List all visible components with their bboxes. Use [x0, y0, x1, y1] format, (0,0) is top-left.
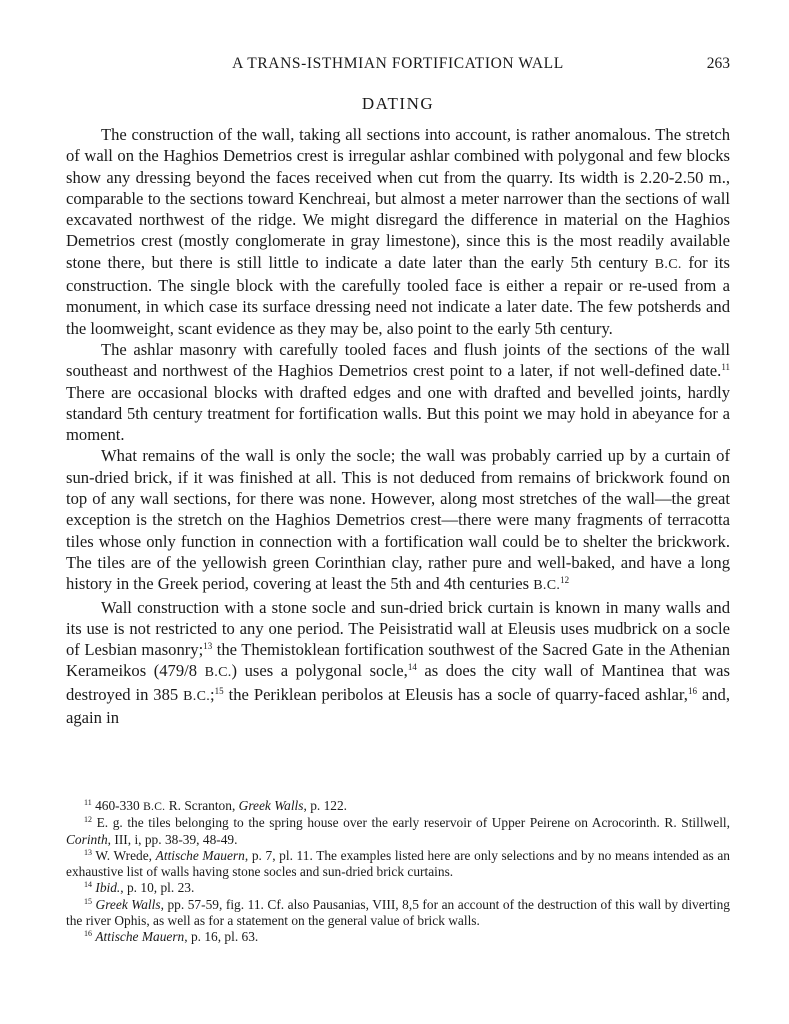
footnote-text: , p. 16, pl. 63.: [184, 929, 259, 945]
paragraph-text: ) uses a polygonal socle,: [231, 661, 408, 681]
section-heading: DATING: [361, 94, 435, 113]
paragraph-1: [66, 124, 730, 339]
footnote-13: [66, 848, 730, 881]
footnote-number: 15: [84, 896, 92, 906]
running-title: A TRANS-ISTHMIAN FORTIFICATION WALL: [232, 55, 564, 72]
footnote-number: 14: [84, 880, 92, 890]
paragraph-text: There are occasional blocks with drafted edges and one with drafted and bevelled joints, hardly standard 5th century treatment for fortification walls. But this point we may hold in abeyance for a moment.: [66, 382, 730, 445]
era-abbreviation: B.C.: [143, 801, 166, 813]
paragraph-4: [66, 597, 730, 729]
footnote-11: [66, 798, 730, 815]
citation-title: Greek Walls: [95, 896, 161, 912]
body-text: [66, 124, 730, 728]
paragraph-text: ;: [210, 684, 215, 704]
footnote-text: , III, i, pp. 38-39, 48-49.: [107, 831, 238, 847]
page: [66, 0, 730, 1024]
paragraph-text: and, again in: [66, 684, 730, 728]
footnote-number: 16: [84, 929, 92, 939]
footnote-16: [66, 929, 730, 945]
citation-title: Greek Walls: [238, 798, 304, 813]
footnote-ref[interactable]: 15: [214, 685, 224, 696]
paragraph-3: [66, 445, 730, 596]
footnote-text: , p. 7, pl. 11. The examples listed here are only selections and by no means intended as an exhaustive list of walls having stone socles and sun-dried brick curtains.: [66, 847, 730, 880]
paragraph-text: as does the city wall of Mantinea that was destroyed in 385: [66, 661, 730, 704]
footnote-ref[interactable]: 14: [407, 662, 417, 673]
paragraph-text: The ashlar masonry with carefully tooled faces and flush joints of the sections of the wall southeast and northwest of the Haghios Demetrios crest point to a later, if not well-defined date.: [66, 339, 730, 381]
citation-title: Ibid.: [95, 880, 121, 896]
footnote-text: W. Wrede,: [95, 847, 153, 863]
footnote-14: [66, 880, 730, 896]
footnote-ref[interactable]: 11: [721, 362, 730, 373]
footnote-text: , p. 122.: [303, 798, 348, 813]
footnote-15: [66, 897, 730, 930]
paragraph-text: What remains of the wall is only the socle; the wall was probably carried up by a curtain of sun-dried brick, if it was finished at all. This is not deduced from remains of brickwork found on top of any wall sections, for there was none. However, along most stretches of the wall—the great exception is the stretch on the Haghios Demetrios crest—there were many fragments of terracotta tiles whose only function in connection with a fortification wall could be to shelter the brickwork. The tiles are of the yellowish green Corinthian clay, rather pure and well-baked, and have a long history in the Greek period, covering at least the 5th and 4th centuries: [66, 446, 730, 594]
paragraph-2: [66, 339, 730, 445]
footnote-text: , p. 10, pl. 23.: [120, 880, 195, 896]
footnote-number: 12: [84, 815, 92, 825]
footnote-number: 13: [84, 847, 92, 857]
era-abbreviation: B.C.: [533, 578, 561, 594]
footnote-ref[interactable]: 13: [203, 641, 213, 652]
era-abbreviation: B.C.: [204, 665, 232, 681]
footnote-text: R. Scranton,: [168, 798, 236, 813]
footnote-ref[interactable]: 12: [560, 575, 570, 586]
era-abbreviation: B.C.: [183, 688, 211, 704]
footnote-text: E. g. the tiles belonging to the spring house over the early reservoir of Upper Peirene on Acrocorinth. R. Stillwell,: [96, 815, 730, 831]
footnote-text: 460-330: [95, 798, 140, 813]
footnote-text: , pp. 57-59, fig. 11. Cf. also Pausanias, VIII, 8,5 for an account of the destruction of this wall by diverting the river Ophis, as well as for a statement on the general value of brick walls.: [66, 896, 730, 929]
footnote-ref[interactable]: 16: [687, 685, 697, 696]
footnote-number: 11: [84, 798, 92, 807]
page-number: 263: [706, 55, 730, 72]
citation-title: Attische Mauern: [155, 847, 245, 863]
citation-title: Corinth: [66, 831, 108, 847]
paragraph-text: The construction of the wall, taking all sections into account, is rather anomalous. The stretch of wall on the Haghios Demetrios crest is irregular ashlar combined with polygonal and few blocks show any dressing beyond the faces received when cut from the quarry. Its width is 2.20-2.50 m., comparable to the sections toward Kenchreai, but almost a meter narrower than the sections of wall excavated northwest of the ridge. We might disregard the difference in material on the Haghios Demetrios crest (mostly conglomerate in gray limestone), since this is the most readily available stone there, but there is still little to indicate a date later than the early 5th century: [66, 125, 730, 272]
running-head: [66, 55, 730, 77]
paragraph-text: for its construction. The single block with the carefully tooled face is either a repair or re-used from a monument, in which case its surface dressing need not indicate a later date. The few potsherds and the loomweight, scant evidence as they may be, also point to the early 5th century.: [66, 252, 730, 338]
paragraph-text: the Themistoklean fortification southwest of the Sacred Gate in the Athenian Kerameikos (479/8: [66, 640, 730, 681]
paragraph-text: Wall construction with a stone socle and sun-dried brick curtain is known in many walls and its use is not restricted to any one period. The Peisistratid wall at Eleusis uses mudbrick on a socle of Lesbian masonry;: [66, 597, 730, 660]
footnotes: [66, 798, 730, 946]
citation-title: Attische Mauern: [95, 929, 185, 945]
era-abbreviation: B.C.: [654, 256, 682, 272]
paragraph-text: the Periklean peribolos at Eleusis has a socle of quarry-faced ashlar,: [228, 684, 688, 704]
footnote-12: [66, 815, 730, 848]
